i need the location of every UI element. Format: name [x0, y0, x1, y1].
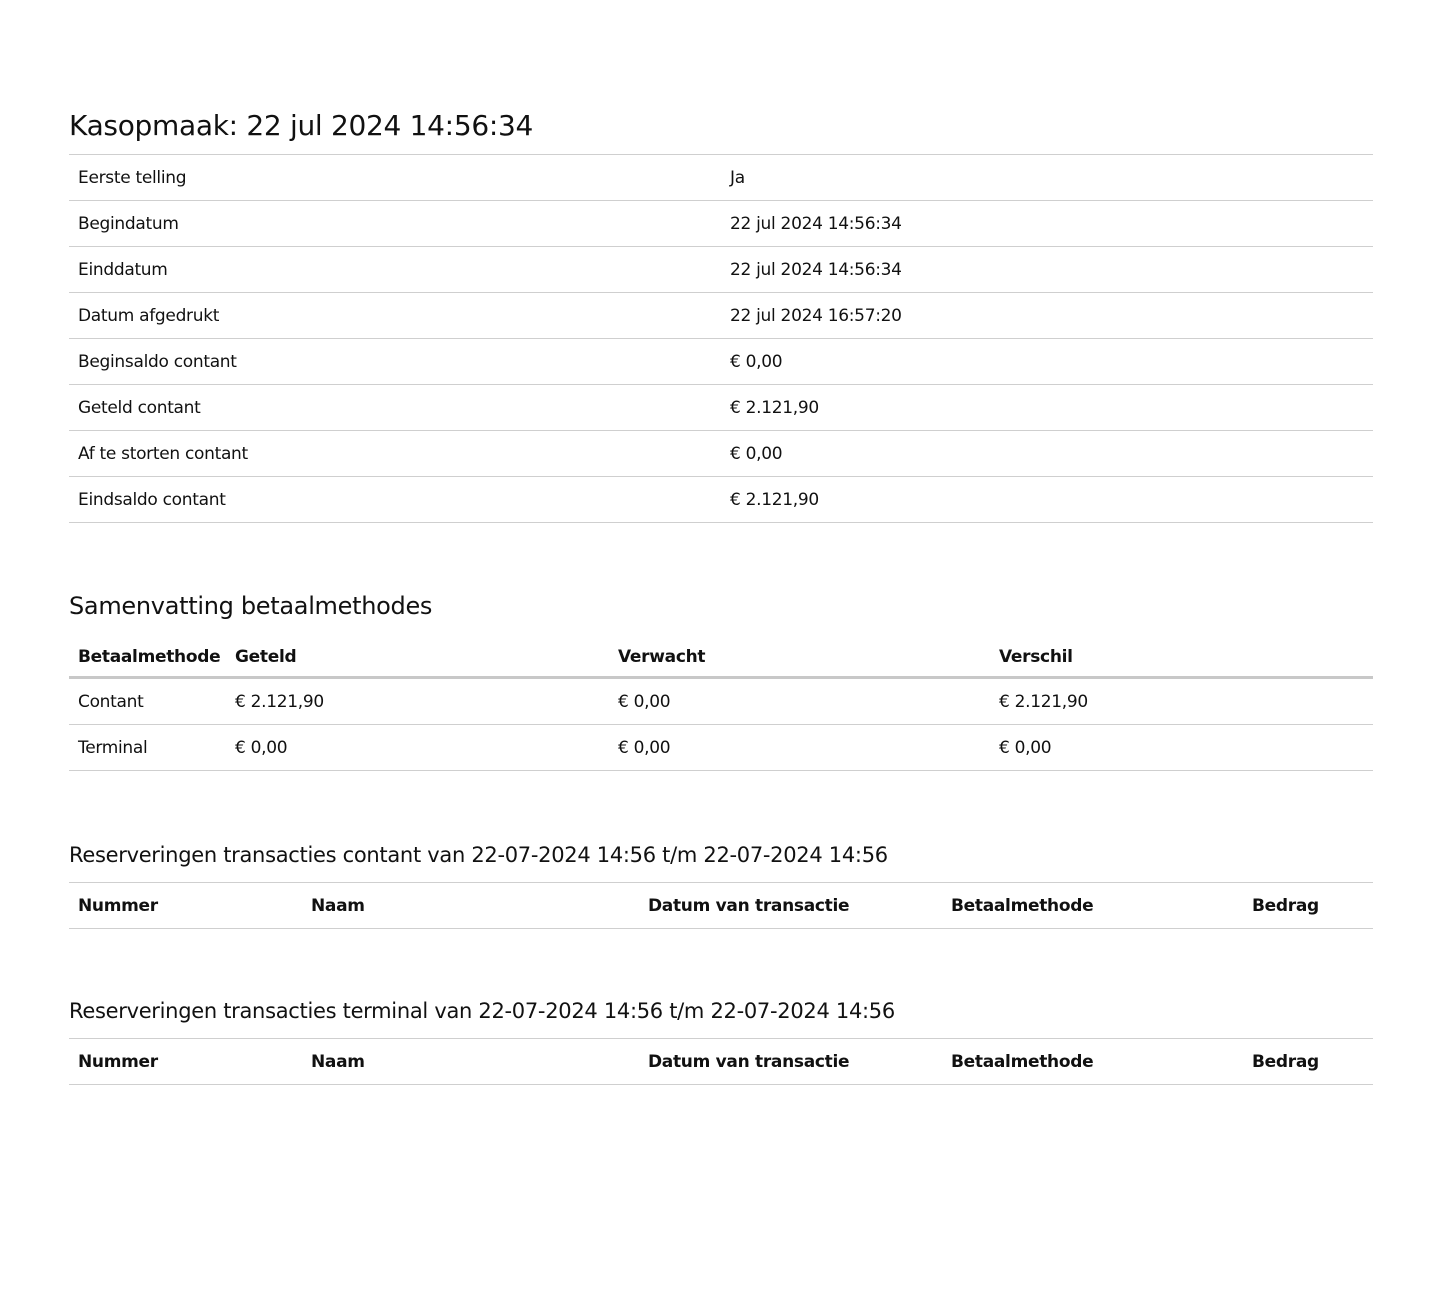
cell-difference: € 2.121,90: [990, 678, 1373, 725]
column-header-payment-method: Betaalmethode: [942, 1039, 1243, 1085]
column-header-counted: Geteld: [226, 638, 609, 678]
summary-value: € 2.121,90: [721, 477, 1373, 523]
table-header-row: [69, 638, 1373, 678]
cell-expected: € 0,00: [609, 678, 990, 725]
page-title: Kasopmaak: 22 jul 2024 14:56:34: [69, 109, 534, 142]
column-header-name: Naam: [302, 1039, 639, 1085]
summary-row-start-date: [69, 201, 1373, 247]
table-row: [69, 678, 1373, 725]
column-header-expected: Verwacht: [609, 638, 990, 678]
summary-value: € 0,00: [721, 339, 1373, 385]
column-header-transaction-date: Datum van transactie: [639, 883, 942, 929]
cell-counted: € 2.121,90: [226, 678, 609, 725]
table-header-row: [69, 1039, 1373, 1085]
cell-method: Terminal: [69, 725, 226, 771]
summary-row-closing-cash: [69, 477, 1373, 523]
column-header-difference: Verschil: [990, 638, 1373, 678]
cell-difference: € 0,00: [990, 725, 1373, 771]
summary-table: [69, 154, 1373, 523]
column-header-number: Nummer: [69, 883, 302, 929]
cash-transactions-table: [69, 882, 1373, 929]
column-header-payment-method: Betaalmethode: [942, 883, 1243, 929]
summary-label: Einddatum: [69, 247, 721, 293]
summary-label: Eindsaldo contant: [69, 477, 721, 523]
column-header-name: Naam: [302, 883, 639, 929]
summary-value: € 0,00: [721, 431, 1373, 477]
terminal-transactions-section: [69, 997, 1373, 1085]
terminal-transactions-title: Reserveringen transacties terminal van 22-07-2024 14:56 t/m 22-07-2024 14:56: [69, 999, 895, 1023]
summary-label: Eerste telling: [69, 155, 721, 201]
cell-method: Contant: [69, 678, 226, 725]
summary-row-first-count: [69, 155, 1373, 201]
summary-label: Beginsaldo contant: [69, 339, 721, 385]
cash-transactions-section: [69, 841, 1373, 929]
column-header-method: Betaalmethode: [69, 638, 226, 678]
summary-row-counted-cash: [69, 385, 1373, 431]
summary-row-deposit-cash: [69, 431, 1373, 477]
payment-methods-section: [69, 591, 1373, 771]
summary-label: Af te storten contant: [69, 431, 721, 477]
column-header-amount: Bedrag: [1243, 883, 1373, 929]
cash-transactions-title: Reserveringen transacties contant van 22-07-2024 14:56 t/m 22-07-2024 14:56: [69, 843, 888, 867]
summary-value: € 2.121,90: [721, 385, 1373, 431]
summary-label: Begindatum: [69, 201, 721, 247]
summary-label: Geteld contant: [69, 385, 721, 431]
summary-value: 22 jul 2024 14:56:34: [721, 247, 1373, 293]
payment-methods-table: [69, 638, 1373, 771]
column-header-number: Nummer: [69, 1039, 302, 1085]
summary-row-end-date: [69, 247, 1373, 293]
summary-row-print-date: [69, 293, 1373, 339]
column-header-amount: Bedrag: [1243, 1039, 1373, 1085]
column-header-transaction-date: Datum van transactie: [639, 1039, 942, 1085]
summary-label: Datum afgedrukt: [69, 293, 721, 339]
terminal-transactions-table: [69, 1038, 1373, 1085]
summary-value: 22 jul 2024 14:56:34: [721, 201, 1373, 247]
payment-methods-title: Samenvatting betaalmethodes: [69, 592, 433, 620]
summary-row-opening-cash: [69, 339, 1373, 385]
table-header-row: [69, 883, 1373, 929]
cell-counted: € 0,00: [226, 725, 609, 771]
cash-report-page: [69, 0, 1373, 1085]
summary-value: 22 jul 2024 16:57:20: [721, 293, 1373, 339]
summary-value: Ja: [721, 155, 1373, 201]
cell-expected: € 0,00: [609, 725, 990, 771]
table-row: [69, 725, 1373, 771]
